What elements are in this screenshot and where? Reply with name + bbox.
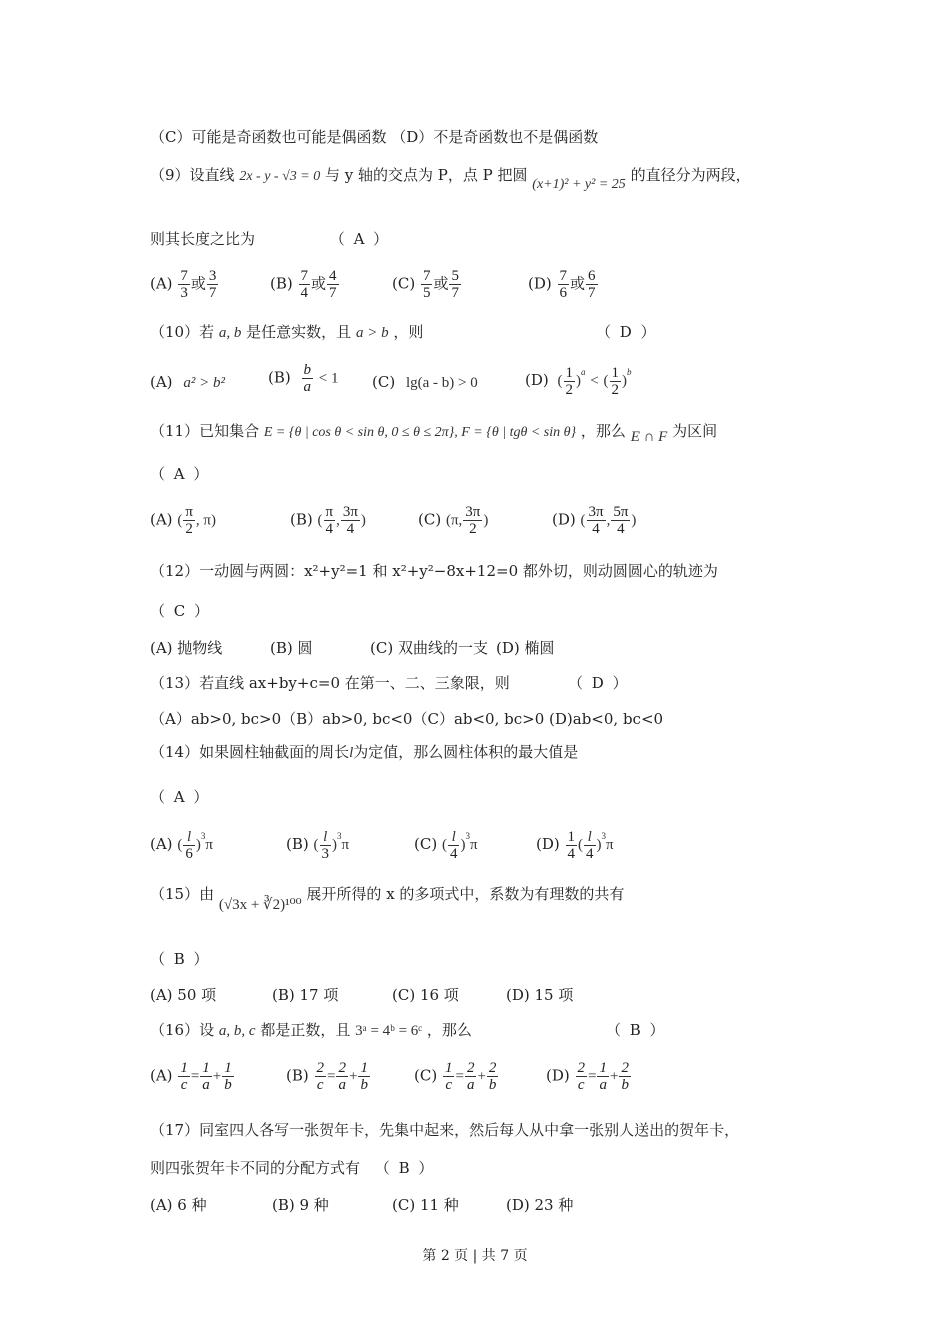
q10-suffix: ，则 <box>393 323 424 341</box>
q9-option-b <box>270 268 340 301</box>
q14-option-c: (C) ( $\frac{l}{4}$ )$^3$π <box>414 828 478 862</box>
q9-frac-b <box>207 268 219 301</box>
q14-frac-den: 4 <box>449 845 458 862</box>
q10-answer: （ D ） <box>596 323 658 341</box>
q10-d-den-1: 2 <box>565 381 574 398</box>
q9-mid: 与 y 轴的交点为 P，点 P 把圆 <box>325 166 528 184</box>
q12-answer: （ C ） <box>150 602 212 620</box>
q15-option-b: (B) 17 项 <box>272 986 339 1004</box>
q9-frac-b-num: 6 <box>588 268 596 284</box>
q11-d-frac-1: $\frac{3\pi}{4}$ <box>588 504 604 537</box>
q10-b-num: b <box>303 362 312 378</box>
q11-option-b: (B) ( $\frac{\pi}{4}$ , $\frac{3\pi}{4}$ ) <box>290 504 366 537</box>
q9-frac-a-num: 7 <box>180 268 188 284</box>
q10-option-c-expr: lg(a - b) > 0 <box>405 375 478 391</box>
q15-option-a: (A) 50 项 <box>150 986 217 1004</box>
q10-option-a <box>150 372 225 393</box>
q9-or: 或 <box>570 274 586 293</box>
q11-option-b-label: (B) <box>290 510 313 529</box>
q11-option-c: (C) (π, $\frac{3\pi}{2}$ ) <box>418 504 489 537</box>
q9-answer: （ A ） <box>329 230 391 248</box>
q14-answer: （ A ） <box>150 788 211 806</box>
q9-frac-b-den: 7 <box>451 285 459 301</box>
q14-var: l <box>349 745 354 761</box>
q14-option-label: (C) <box>414 835 438 853</box>
q14-frac: $\frac{l}{3}$ <box>321 828 330 862</box>
q14-option-a: (A) ( $\frac{l}{6}$ )$^3$π <box>150 828 213 862</box>
q10-d-num-1: 1 <box>565 364 574 381</box>
q9-option-label: (A) <box>150 274 173 293</box>
q17-option-b: (B) 9 种 <box>272 1196 329 1214</box>
q11-option-a: (A) ( $\frac{\pi}{2}$ , π) <box>150 504 216 537</box>
q16-option-a: (A) $\frac{1}{c}$ = $\frac{1}{a}$ + $\frac{1}{b}$ <box>150 1060 232 1093</box>
q17-option-a: (A) 6 种 <box>150 1196 207 1214</box>
q16-answer: （ B ） <box>606 1021 667 1039</box>
q9-frac-a-den: 6 <box>559 285 568 301</box>
q14-stem <box>150 742 578 763</box>
q11-answer: （ A ） <box>150 465 211 483</box>
q16-option-d-label: (D) <box>546 1066 570 1085</box>
q9-stem <box>150 165 751 192</box>
q17-option-c: (C) 11 种 <box>392 1196 459 1214</box>
q9-or: 或 <box>190 274 206 293</box>
q9-frac-b-den: 7 <box>329 285 337 301</box>
page-footer: 第 2 页 | 共 7 页 <box>422 1248 528 1264</box>
q10-d-frac-2 <box>610 365 622 398</box>
q14-option-label: (D) <box>536 835 560 853</box>
q10-mid: 是任意实数，且 <box>246 323 352 341</box>
q16-option-a-label: (A) <box>150 1066 173 1085</box>
q9-frac-b <box>586 268 598 301</box>
q10-option-b <box>268 362 339 395</box>
q11-option-d: (D) ( $\frac{3\pi}{4}$ , $\frac{5\pi}{4}$ ) <box>552 504 637 537</box>
q8-options-cd: （C）可能是奇函数也可能是偶函数 （D）不是奇函数也不是偶函数 <box>150 128 599 146</box>
q9-line-equation: 2x - y - √3 = 0 <box>239 169 321 184</box>
q14-frac: $\frac{l}{4}$ <box>449 828 458 862</box>
q13-stem: （13）若直线 ax+by+c=0 在第一、二、三象限，则 <box>150 674 510 692</box>
q14-option-d: (D) $\frac{1}{4}$ ( $\frac{l}{4}$ )$^3$π <box>536 828 614 862</box>
q10-option-c-label: (C) <box>372 373 396 391</box>
q10-option-b-label: (B) <box>268 368 291 387</box>
q9-option-label: (D) <box>528 274 552 293</box>
q9-frac-a <box>558 268 570 301</box>
q10-d-den-2: 2 <box>611 381 620 398</box>
q9-frac-a-den: 4 <box>300 285 309 301</box>
q14-frac-den: 6 <box>185 845 193 862</box>
q13-answer: （ D ） <box>568 674 630 692</box>
q9-cont: 则其长度之比为 <box>150 230 256 248</box>
q9-suffix: 的直径分为两段， <box>630 166 751 184</box>
q16-suffix: ，那么 <box>426 1021 472 1039</box>
q16-option-b-label: (B) <box>286 1066 309 1085</box>
q10-option-c <box>372 372 478 393</box>
q15-suffix: 展开所得的 x 的多项式中，系数为有理数的共有 <box>306 885 625 903</box>
q14-frac-den: 4 <box>586 845 594 862</box>
q12-option-d: (D) 椭圆 <box>496 639 555 657</box>
q9-prefix: （9）设直线 <box>150 166 235 184</box>
q11-c-frac: $\frac{3\pi}{2}$ <box>465 504 481 537</box>
q10-prefix: （10）若 <box>150 323 215 341</box>
q10-stem <box>150 322 423 343</box>
q9-option-d <box>528 268 599 301</box>
q9-frac-a <box>421 268 433 301</box>
q10-b-den: a <box>303 379 312 395</box>
q10-option-d-label: (D) <box>525 371 549 389</box>
q14-frac-den: 3 <box>321 845 330 862</box>
q9-option-c <box>392 268 462 301</box>
q9-frac-a <box>178 268 190 301</box>
q9-frac-b <box>449 268 461 301</box>
q9-frac-b-den: 7 <box>588 285 596 301</box>
q9-option-a <box>150 268 219 301</box>
q10-option-b-rest: < 1 <box>318 370 339 387</box>
q10-d-mid: < <box>590 373 599 389</box>
q9-or: 或 <box>311 274 327 293</box>
q17-line2: 则四张贺年卡不同的分配方式有 <box>150 1159 361 1177</box>
q9-option-label: (B) <box>270 274 293 293</box>
q9-frac-a-num: 7 <box>300 268 309 284</box>
q11-option-d-label: (D) <box>552 510 576 529</box>
q10-d-num-2: 1 <box>611 364 620 381</box>
q11-b-frac-1: $\frac{\pi}{4}$ <box>325 504 334 537</box>
q9-frac-b <box>327 268 339 301</box>
q9-option-label: (C) <box>392 274 416 293</box>
q10-condition: a > b <box>355 325 389 341</box>
q9-frac-a <box>299 268 311 301</box>
q16-prefix: （16）设 <box>150 1021 215 1039</box>
q9-frac-b-num: 3 <box>208 268 217 284</box>
q15-option-c: (C) 16 项 <box>392 986 459 1004</box>
q16-mid: 都是正数，且 <box>260 1021 351 1039</box>
q10-d-frac-1 <box>564 365 576 398</box>
q10-option-b-frac <box>302 362 314 395</box>
q11-a-frac: $\frac{\pi}{2}$ <box>185 504 193 537</box>
q9-frac-a-den: 3 <box>180 285 188 301</box>
q11-option-a-label: (A) <box>150 510 173 529</box>
q9-continuation <box>150 229 390 249</box>
q16-option-d: (D) $\frac{2}{c}$ = $\frac{1}{a}$ + $\frac{2}{b}$ <box>546 1060 629 1093</box>
q14-option-b: (B) ( $\frac{l}{3}$ )$^3$π <box>286 828 350 862</box>
q10-option-a-label: (A) <box>150 373 173 391</box>
q9-frac-a-num: 7 <box>422 268 431 284</box>
q16-stem <box>150 1020 472 1041</box>
q15-stem <box>150 884 625 913</box>
q9-frac-b-den: 7 <box>208 285 217 301</box>
q14-frac: $\frac{l}{6}$ <box>185 828 193 862</box>
q16-condition: 3ᵃ = 4ᵇ = 6ᶜ <box>355 1023 423 1039</box>
q15-answer: （ B ） <box>150 950 211 968</box>
q11-option-c-label: (C) <box>418 510 442 529</box>
q17-stem-line2 <box>150 1158 435 1178</box>
q17-stem-line1: （17）同室四人各写一张贺年卡，先集中起来，然后每人从中拿一张别人送出的贺年卡， <box>150 1121 740 1139</box>
q11-stem <box>150 421 717 443</box>
q17-answer: （ B ） <box>374 1159 436 1177</box>
q9-or: 或 <box>433 274 449 293</box>
q14-quarter-frac: $\frac{1}{4}$ <box>567 828 576 862</box>
q11-d-frac-2: $\frac{5\pi}{4}$ <box>613 504 629 537</box>
q14-prefix: （14）如果圆柱轴截面的周长 <box>150 743 350 761</box>
q14-suffix: 为定值，那么圆柱体积的最大值是 <box>353 743 579 761</box>
q14-option-label: (A) <box>150 835 173 853</box>
q16-option-c: (C) $\frac{1}{c}$ = $\frac{2}{a}$ + $\frac{2}{b}$ <box>414 1060 497 1093</box>
q15-option-d: (D) 15 项 <box>506 986 574 1004</box>
q11-suffix: 为区间 <box>672 422 718 440</box>
q13-options: （A）ab>0, bc>0（B）ab>0, bc<0（C）ab<0, bc>0 (D)ab<0, bc<0 <box>150 710 664 728</box>
q14-option-label: (B) <box>286 835 309 853</box>
q9-frac-a-num: 7 <box>559 268 568 284</box>
q10-vars: a, b <box>218 325 242 341</box>
q10-option-d: (D) ( $\frac{1}{2}$ )$^a$ < ( $\frac{1}{2}$ )$^b$ <box>525 364 632 398</box>
q14-frac: $\frac{l}{4}$ <box>586 828 594 862</box>
q11-prefix: （11）已知集合 <box>150 422 260 440</box>
q12-option-a: (A) 抛物线 <box>150 639 223 657</box>
q11-mid: ，那么 <box>580 422 626 440</box>
q9-frac-b-num: 4 <box>329 268 337 284</box>
q16-option-b: (B) $\frac{2}{c}$ = $\frac{2}{a}$ + $\frac{1}{b}$ <box>286 1060 368 1093</box>
q11-sets: E = {θ | cos θ < sin θ, 0 ≤ θ ≤ 2π}, F = {θ | tgθ < sin θ} <box>263 425 577 440</box>
q12-option-c: (C) 双曲线的一支 <box>370 639 488 657</box>
q12-option-b: (B) 圆 <box>270 639 313 657</box>
q15-prefix: （15）由 <box>150 885 215 903</box>
q17-option-d: (D) 23 种 <box>506 1196 574 1214</box>
q16-option-c-label: (C) <box>414 1066 438 1085</box>
q10-option-a-expr: a² > b² <box>183 375 225 391</box>
q12-stem: （12）一动圆与两圆：x²+y²=1 和 x²+y²−8x+12=0 都外切，则动圆圆心的轨迹为 <box>150 562 718 580</box>
q11-intersection: E ∩ F <box>630 429 668 445</box>
q16-vars: a, b, c <box>218 1023 256 1039</box>
q9-frac-a-den: 5 <box>422 285 431 301</box>
q15-expression: (√3x + ∛2)¹⁰⁰ <box>218 897 302 913</box>
q9-circle-equation: (x+1)² + y² = 25 <box>532 177 626 192</box>
q9-frac-b-num: 5 <box>451 268 459 284</box>
q11-b-frac-2: $\frac{3\pi}{4}$ <box>342 504 358 537</box>
